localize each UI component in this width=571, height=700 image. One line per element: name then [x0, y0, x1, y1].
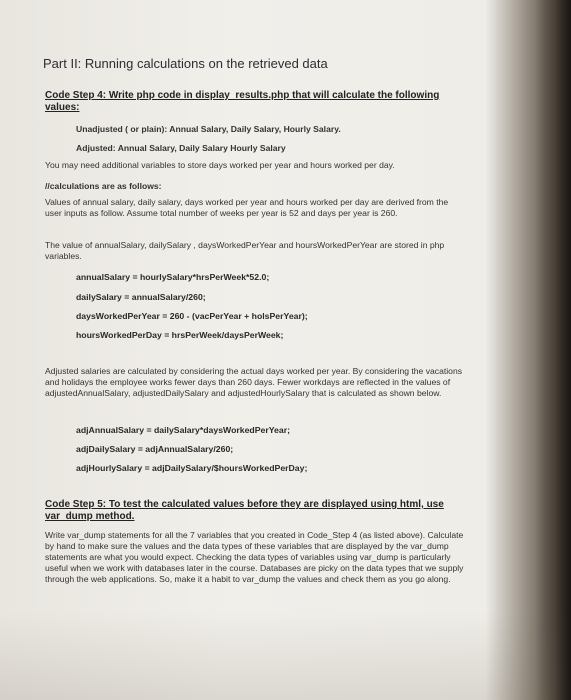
additional-vars-note: You may need additional variables to store days worked per year and hours worked per day. [45, 160, 395, 170]
code-days-worked: daysWorkedPerYear = 260 - (vacPerYear + holsPerYear); [76, 311, 308, 321]
step5-heading: Code Step 5: To test the calculated values before they are displayed using html, use var_dump method. [45, 499, 444, 522]
code-daily-salary: dailySalary = annualSalary/260; [76, 292, 206, 302]
variables-paragraph: The value of annualSalary, dailySalary , daysWorkedPerYear and hoursWorkedPerYear are stored in php variables. [45, 240, 445, 261]
adjusted-line: Adjusted: Annual Salary, Daily Salary Hourly Salary [76, 143, 286, 153]
derivation-paragraph: Values of annual salary, daily salary, days worked per year and hours worked per day are derived from the user inputs as follow. Assume total number of weeks per year is 52 and days per year is 260. [45, 197, 449, 218]
part-title: Part II: Running calculations on the retrieved data [43, 56, 328, 71]
code-annual-salary: annualSalary = hourlySalary*hrsPerWeek*52.0; [76, 272, 270, 282]
bottom-shadow [0, 610, 571, 700]
unadjusted-line: Unadjusted ( or plain): Annual Salary, Daily Salary, Hourly Salary. [76, 124, 341, 134]
code-adj-annual: adjAnnualSalary = dailySalary*daysWorkedPerYear; [76, 425, 290, 435]
var-dump-paragraph: Write var_dump statements for all the 7 variables that you created in Code_Step 4 (as listed above). Calculate by hand to make sure the values and the data types of these variables that are displayed by the var_dump statements are what you would expect. Checking the data types of variables using var_dump is particularly useful when we work with databases later in the course. Databases are picky on the data types that we supply through the web applications. So, make it a habit to var_dump the values and check them as you go along. [45, 530, 464, 584]
adjusted-paragraph: Adjusted salaries are calculated by considering the actual days worked per year. By considering the vacations and holidays the employee works fewer days than 260 days. Fewer workdays are reflected in the values of adjustedAnnualSalary, adjustedDailySalary and adjustedHourlySalary that is calculated as shown below. [45, 366, 463, 398]
code-adj-daily: adjDailySalary = adjAnnualSalary/260; [76, 444, 234, 454]
step4-heading: Code Step 4: Write php code in display_results.php that will calculate the following values: [45, 90, 440, 113]
code-hours-worked: hoursWorkedPerDay = hrsPerWeek/daysPerWeek; [76, 330, 284, 340]
calc-heading: //calculations are as follows: [45, 181, 162, 191]
code-adj-hourly: adjHourlySalary = adjDailySalary/$hoursWorkedPerDay; [76, 463, 308, 473]
binder-edge-shadow [535, 0, 571, 700]
